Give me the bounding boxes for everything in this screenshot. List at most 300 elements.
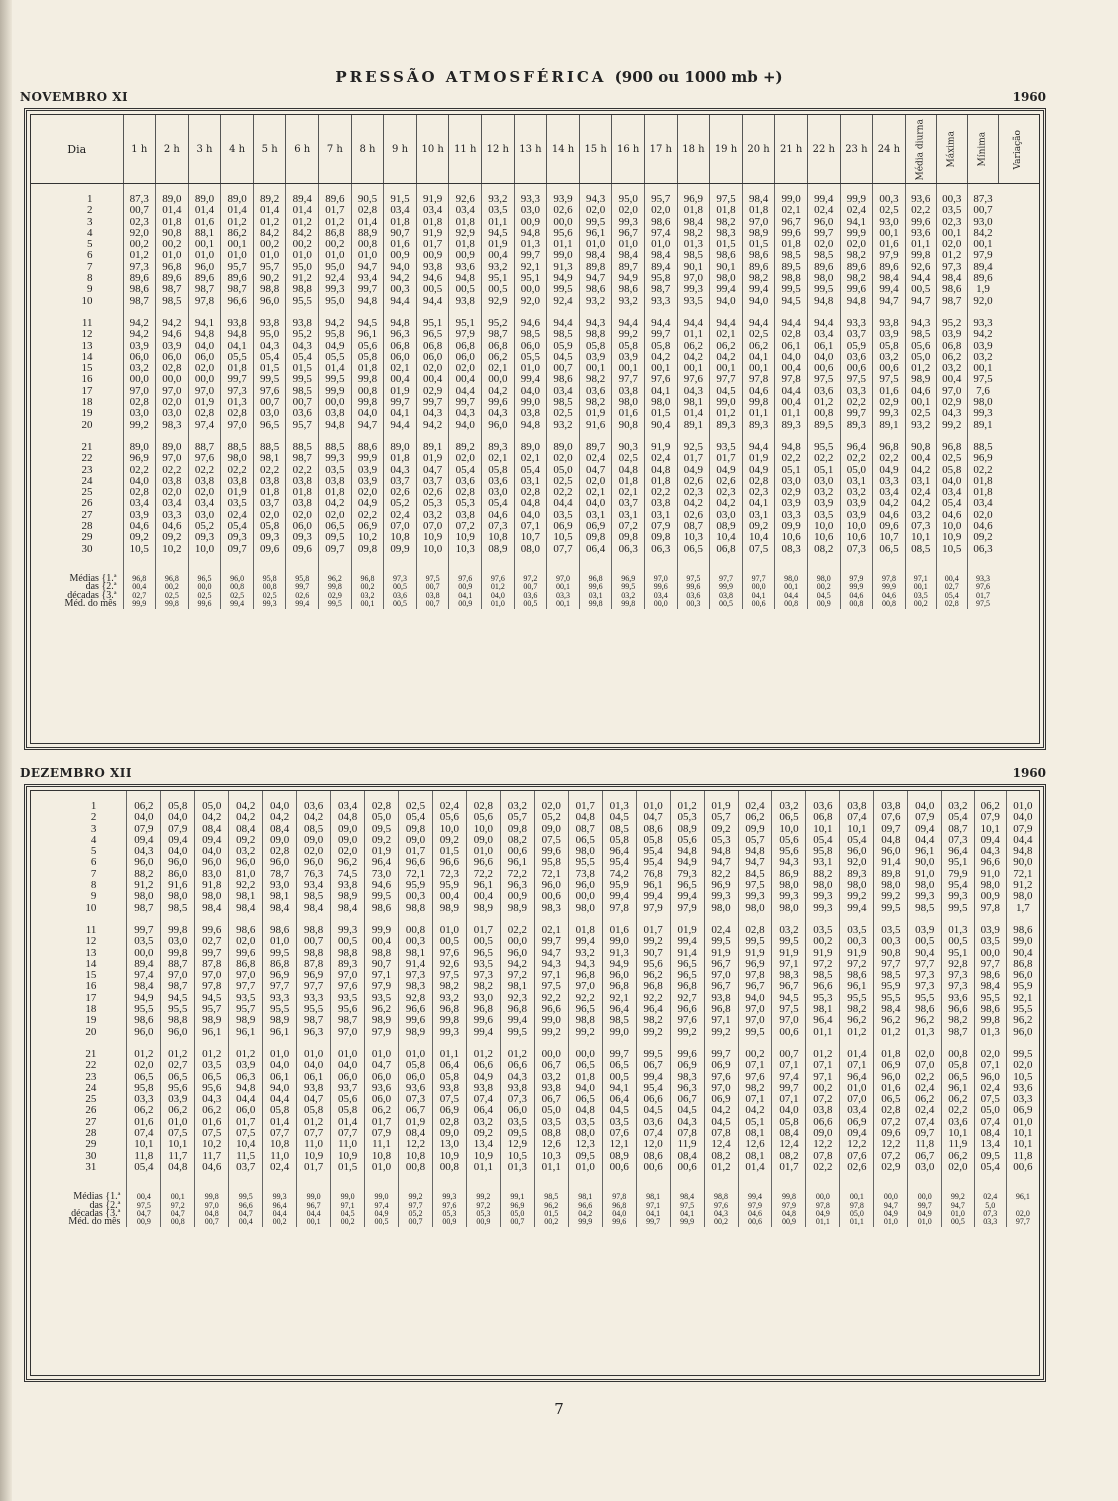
value-cell: 99,5: [738, 1027, 772, 1038]
summary-cell: 97,8: [602, 1193, 636, 1201]
value-cell: 00,5: [908, 936, 942, 947]
value-cell: 95,4: [636, 1083, 670, 1094]
value-cell: 99,7: [195, 948, 229, 959]
value-cell: 98,7: [161, 981, 195, 992]
value-cell: 98,2: [710, 217, 743, 228]
day-cell: 13: [31, 341, 123, 352]
value-cell: 09,2: [704, 824, 738, 835]
value-cell: 99,2: [704, 1027, 738, 1038]
value-cell: 96,9: [677, 194, 710, 205]
value-cell: 97,1: [704, 1015, 738, 1026]
value-cell: 02,0: [297, 846, 331, 857]
value-cell: 92,1: [514, 262, 547, 273]
value-cell: 98,6: [908, 1004, 942, 1015]
value-cell: 99,0: [602, 1027, 636, 1038]
value-cell: 98,1: [263, 891, 297, 902]
value-cell: 01,9: [384, 386, 417, 397]
value-cell: 04,3: [500, 1072, 534, 1083]
value-cell: 95,2: [286, 329, 319, 340]
value-cell: 07,1: [806, 1060, 840, 1071]
value-cell: 00,0: [568, 891, 602, 902]
value-cell: 07,4: [974, 1117, 1006, 1128]
value-cell: 98,4: [677, 217, 710, 228]
value-cell: 95,8: [127, 1083, 161, 1094]
value-cell: 94,8: [514, 228, 547, 239]
value-cell: 95,7: [221, 262, 254, 273]
summary-cell: 02,9: [319, 592, 352, 600]
value-cell: 03,9: [612, 352, 645, 363]
value-cell: 01,9: [365, 846, 399, 857]
value-cell: 98,9: [331, 891, 365, 902]
value-cell: 01,4: [319, 363, 352, 374]
table-row: [31, 205, 1039, 216]
value-cell: 09,2: [432, 835, 466, 846]
value-cell: 93,2: [482, 194, 515, 205]
value-cell: 06,2: [742, 341, 775, 352]
value-cell: 01,0: [286, 250, 319, 261]
value-cell: 90,5: [351, 194, 384, 205]
value-cell: 96,6: [221, 296, 254, 307]
value-cell: 99,2: [534, 1027, 568, 1038]
value-cell: 09,8: [612, 532, 645, 543]
value-cell: 10,5: [500, 1151, 534, 1162]
summary-cell: 97,5: [976, 599, 990, 609]
value-cell: 98,9: [742, 228, 775, 239]
value-cell: 98,4: [229, 903, 263, 914]
value-cell: 93,8: [286, 318, 319, 329]
value-cell: 10,9: [331, 1151, 365, 1162]
value-cell: 02,1: [514, 453, 547, 464]
value-cell: 13,4: [466, 1139, 500, 1150]
value-cell: 05,4: [449, 465, 482, 476]
summary-cell: 99,9: [123, 600, 156, 608]
value-cell: 08,4: [229, 824, 263, 835]
value-cell: 08,4: [670, 1151, 704, 1162]
value-cell: 96,6: [399, 1004, 433, 1015]
value-cell: 05,0: [547, 465, 580, 476]
summary-cell: 04,8: [195, 1210, 229, 1218]
summary-cell: 02,0: [1015, 1209, 1030, 1219]
value-cell: 07,9: [974, 812, 1006, 823]
value-cell: 02,1: [579, 487, 612, 498]
value-cell: 04,2: [710, 352, 743, 363]
day-cell: 12: [31, 329, 123, 340]
value-cell: 99,3: [772, 891, 806, 902]
value-cell: 98,6: [612, 284, 645, 295]
value-cell: 99,6: [229, 948, 263, 959]
value-cell: 05,0: [974, 1105, 1006, 1116]
value-cell: 98,5: [677, 250, 710, 261]
value-cell: 06,8: [936, 341, 967, 352]
value-cell: 11,8: [127, 1151, 161, 1162]
value-cell: 93,8: [449, 296, 482, 307]
summary-cell: 02,5: [221, 592, 254, 600]
value-cell: 93,6: [449, 262, 482, 273]
value-cell: 04,4: [449, 386, 482, 397]
value-cell: 88,2: [127, 869, 161, 880]
value-cell: 94,7: [579, 273, 612, 284]
value-cell: 94,2: [500, 959, 534, 970]
value-cell: 00,7: [297, 936, 331, 947]
value-cell: 04,0: [297, 1060, 331, 1071]
value-cell: 99,6: [840, 284, 873, 295]
value-cell: 98,0: [645, 397, 678, 408]
summary-cell: 03,4: [645, 592, 678, 600]
value-cell: 93,8: [432, 1083, 466, 1094]
value-cell: 98,0: [704, 903, 738, 914]
value-cell: 96,4: [602, 846, 636, 857]
value-cell: 01,8: [351, 363, 384, 374]
value-cell: 96,2: [840, 1015, 874, 1026]
value-cell: 98,0: [738, 903, 772, 914]
value-cell: 00,0: [534, 1049, 568, 1060]
value-cell: 01,0: [297, 1049, 331, 1060]
value-cell: 01,4: [331, 1117, 365, 1128]
value-cell: 04,9: [466, 1072, 500, 1083]
value-cell: 94,6: [365, 880, 399, 891]
value-cell: 04,6: [123, 521, 156, 532]
value-cell: 96,0: [500, 948, 534, 959]
value-cell: 00,6: [1013, 1160, 1033, 1173]
value-cell: 01,6: [195, 1117, 229, 1128]
value-cell: 98,3: [399, 981, 433, 992]
value-cell: 02,0: [840, 239, 873, 250]
value-cell: 98,9: [500, 903, 534, 914]
value-cell: 07,4: [127, 1128, 161, 1139]
value-cell: 96,5: [466, 948, 500, 959]
summary-cell: 00,1: [905, 583, 936, 591]
value-cell: 03,8: [253, 476, 286, 487]
value-cell: 95,4: [636, 846, 670, 857]
table-row: [31, 420, 1039, 431]
value-cell: 01,7: [229, 1117, 263, 1128]
value-cell: 06,3: [229, 1072, 263, 1083]
value-cell: 95,8: [806, 846, 840, 857]
value-cell: 02,4: [905, 487, 936, 498]
value-cell: 98,6: [974, 1004, 1006, 1015]
value-cell: 02,8: [351, 205, 384, 216]
column-header: 16 h: [612, 115, 645, 184]
summary-cell: 97,8: [806, 1202, 840, 1210]
value-cell: 90,7: [636, 948, 670, 959]
value-cell: 76,3: [297, 869, 331, 880]
value-cell: 00,3: [936, 194, 967, 205]
value-cell: 95,6: [772, 846, 806, 857]
value-cell: 01,2: [704, 1162, 738, 1173]
value-cell: 93,5: [331, 993, 365, 1004]
value-cell: 99,8: [905, 250, 936, 261]
summary-cell: 99,8: [319, 583, 352, 591]
value-cell: 08,4: [772, 1128, 806, 1139]
value-cell: 00,1: [873, 228, 906, 239]
november-pressure-table: [31, 115, 1039, 609]
day-cell: 24: [31, 476, 123, 487]
value-cell: 02,1: [775, 205, 808, 216]
value-cell: 97,5: [973, 373, 993, 386]
value-cell: 01,2: [500, 1049, 534, 1060]
value-cell: 06,8: [384, 341, 417, 352]
value-cell: 05,8: [602, 835, 636, 846]
column-header: Variação: [998, 115, 1039, 184]
value-cell: 96,4: [365, 857, 399, 868]
summary-cell: 99,8: [156, 600, 189, 608]
summary-cell: 03,6: [677, 592, 710, 600]
value-cell: 92,1: [1013, 991, 1033, 1004]
value-cell: 04,7: [636, 812, 670, 823]
value-cell: 88,5: [973, 440, 993, 453]
value-cell: 02,0: [229, 936, 263, 947]
value-cell: 07,7: [547, 544, 580, 555]
value-cell: 96,1: [195, 1027, 229, 1038]
column-header: 18 h: [677, 115, 710, 184]
value-cell: 94,6: [416, 273, 449, 284]
value-cell: 02,0: [612, 205, 645, 216]
value-cell: 99,0: [514, 397, 547, 408]
value-cell: 03,2: [936, 363, 967, 374]
value-cell: 94,2: [156, 318, 189, 329]
value-cell: 96,0: [195, 857, 229, 868]
value-cell: 96,2: [908, 1015, 942, 1026]
summary-cell: 00,7: [514, 583, 547, 591]
value-cell: 93,3: [973, 316, 993, 329]
value-cell: 05,4: [253, 352, 286, 363]
day-cell: 11: [31, 925, 127, 936]
summary-cell: 99,5: [319, 600, 352, 608]
value-cell: 99,0: [547, 250, 580, 261]
value-cell: 06,2: [974, 801, 1006, 812]
value-cell: 97,9: [873, 250, 906, 261]
value-cell: 06,2: [482, 352, 515, 363]
value-cell: 94,4: [547, 318, 580, 329]
value-cell: 07,3: [942, 835, 974, 846]
value-cell: 96,3: [384, 329, 417, 340]
value-cell: 94,0: [742, 296, 775, 307]
value-cell: 07,6: [874, 812, 908, 823]
value-cell: 08,4: [974, 1128, 1006, 1139]
value-cell: 02,0: [156, 487, 189, 498]
value-cell: 03,8: [319, 476, 352, 487]
value-cell: 06,5: [874, 1094, 908, 1105]
value-cell: 05,8: [432, 1072, 466, 1083]
summary-cell: 03,6: [384, 592, 417, 600]
value-cell: 02,4: [807, 205, 840, 216]
value-cell: 00,7: [286, 397, 319, 408]
value-cell: 06,0: [365, 1094, 399, 1105]
summary-cell: 99,8: [195, 1193, 229, 1201]
value-cell: 08,9: [482, 544, 515, 555]
november-table-frame: [24, 108, 1046, 750]
value-cell: 97,0: [156, 386, 189, 397]
value-cell: 04,2: [677, 498, 710, 509]
value-cell: 10,0: [416, 544, 449, 555]
value-cell: 07,3: [840, 544, 873, 555]
day-cell: 3: [31, 824, 127, 835]
summary-cell: 04,4: [297, 1210, 331, 1218]
value-cell: 99,9: [840, 194, 873, 205]
value-cell: 04,6: [973, 520, 993, 533]
value-cell: 00,9: [449, 250, 482, 261]
value-cell: 00,8: [351, 386, 384, 397]
value-cell: 89,4: [127, 959, 161, 970]
value-cell: 97,9: [365, 981, 399, 992]
value-cell: 06,8: [710, 544, 743, 555]
value-cell: 06,0: [286, 521, 319, 532]
value-cell: 89,1: [873, 420, 906, 431]
day-cell: 31: [31, 1162, 127, 1173]
summary-cell: 04,7: [127, 1210, 161, 1218]
value-cell: 05,3: [416, 498, 449, 509]
value-cell: 99,0: [534, 1015, 568, 1026]
value-cell: 00,7: [973, 204, 993, 217]
value-cell: 03,3: [873, 476, 906, 487]
value-cell: 00,4: [936, 374, 967, 385]
spacer-row: [31, 1173, 1039, 1193]
value-cell: 02,2: [905, 205, 936, 216]
value-cell: 05,3: [704, 835, 738, 846]
value-cell: 95,5: [127, 1004, 161, 1015]
value-cell: 05,4: [840, 835, 874, 846]
value-cell: 02,8: [466, 801, 500, 812]
value-cell: 90,3: [612, 442, 645, 453]
summary-cell: 02,5: [253, 592, 286, 600]
value-cell: 92,2: [229, 880, 263, 891]
value-cell: 03,8: [188, 476, 221, 487]
value-cell: 94,4: [384, 420, 417, 431]
value-cell: 01,2: [936, 250, 967, 261]
value-cell: 98,0: [195, 891, 229, 902]
value-cell: 02,8: [221, 408, 254, 419]
summary-cell: 01,0: [482, 600, 515, 608]
value-cell: 05,4: [221, 521, 254, 532]
value-cell: 93,0: [973, 215, 993, 228]
value-cell: 01,3: [942, 925, 974, 936]
column-header: 6 h: [286, 115, 319, 184]
summary-cell: 97,4: [365, 1202, 399, 1210]
value-cell: 94,5: [775, 296, 808, 307]
summary-cell: 00,0: [874, 1193, 908, 1201]
summary-label: Méd. do mês: [31, 600, 123, 608]
value-cell: 98,0: [807, 273, 840, 284]
value-cell: 95,1: [449, 318, 482, 329]
value-cell: 96,7: [704, 981, 738, 992]
value-cell: 99,4: [710, 284, 743, 295]
value-cell: 06,7: [670, 1094, 704, 1105]
value-cell: 97,0: [331, 1027, 365, 1038]
summary-cell: 96,8: [602, 1202, 636, 1210]
value-cell: 97,9: [636, 903, 670, 914]
summary-cell: 99,8: [772, 1193, 806, 1201]
value-cell: 99,6: [195, 925, 229, 936]
value-cell: 10,8: [365, 1151, 399, 1162]
value-cell: 96,0: [127, 857, 161, 868]
summary-cell: 96,8: [123, 575, 156, 583]
value-cell: 02,5: [873, 205, 906, 216]
value-cell: 03,8: [156, 476, 189, 487]
value-cell: 09,4: [974, 835, 1006, 846]
value-cell: 91,8: [195, 880, 229, 891]
value-cell: 01,8: [319, 487, 352, 498]
value-cell: 89,0: [156, 194, 189, 205]
value-cell: 10,4: [742, 532, 775, 543]
table-row: [31, 1139, 1039, 1150]
value-cell: 10,8: [384, 532, 417, 543]
value-cell: 97,0: [772, 1015, 806, 1026]
value-cell: 99,5: [807, 284, 840, 295]
value-cell: 98,9: [905, 374, 936, 385]
summary-cell: 00,9: [466, 1218, 500, 1226]
value-cell: 95,0: [612, 194, 645, 205]
value-cell: 04,0: [1013, 811, 1033, 824]
column-header: Dia: [31, 115, 123, 184]
value-cell: 94,3: [568, 959, 602, 970]
value-cell: 96,7: [704, 959, 738, 970]
value-cell: 02,5: [936, 453, 967, 464]
value-cell: 00,0: [156, 374, 189, 385]
value-cell: 98,3: [670, 1072, 704, 1083]
value-cell: 74,2: [602, 869, 636, 880]
value-cell: 03,2: [772, 925, 806, 936]
summary-cell: 00,1: [547, 600, 580, 608]
value-cell: 01,0: [161, 1117, 195, 1128]
value-cell: 93,3: [840, 318, 873, 329]
value-cell: 99,3: [873, 408, 906, 419]
value-cell: 95,4: [602, 857, 636, 868]
value-cell: 99,8: [351, 397, 384, 408]
value-cell: 01,5: [710, 239, 743, 250]
value-cell: 01,0: [319, 250, 352, 261]
value-cell: 02,2: [973, 463, 993, 476]
value-cell: 96,5: [670, 959, 704, 970]
value-cell: 97,2: [806, 959, 840, 970]
value-cell: 02,4: [738, 801, 772, 812]
value-cell: 02,9: [873, 397, 906, 408]
day-cell: 10: [31, 903, 127, 914]
value-cell: 00,1: [710, 363, 743, 374]
summary-row: [31, 600, 1039, 608]
value-cell: 01,8: [156, 217, 189, 228]
value-cell: 00,6: [534, 891, 568, 902]
value-cell: 03,2: [500, 801, 534, 812]
value-cell: 02,4: [974, 1083, 1006, 1094]
value-cell: 98,1: [500, 981, 534, 992]
value-cell: 93,6: [905, 194, 936, 205]
value-cell: 12,2: [806, 1139, 840, 1150]
value-cell: 03,3: [127, 1094, 161, 1105]
value-cell: 98,7: [123, 296, 156, 307]
value-cell: 01,0: [221, 250, 254, 261]
value-cell: 98,0: [974, 880, 1006, 891]
column-header: 1 h: [123, 115, 156, 184]
summary-cell: 97,6: [482, 575, 515, 583]
value-cell: 00,9: [416, 250, 449, 261]
value-cell: 05,6: [670, 835, 704, 846]
value-cell: 99,4: [466, 1027, 500, 1038]
value-cell: 99,4: [840, 903, 874, 914]
day-cell: 29: [31, 1139, 127, 1150]
value-cell: 00,4: [365, 936, 399, 947]
value-cell: 03,1: [645, 510, 678, 521]
value-cell: 03,7: [384, 476, 417, 487]
value-cell: 01,2: [297, 1117, 331, 1128]
value-cell: 03,4: [156, 498, 189, 509]
value-cell: 98,7: [127, 903, 161, 914]
value-cell: 01,8: [384, 217, 417, 228]
november-year-label: 1960: [1012, 90, 1046, 104]
value-cell: 07,0: [416, 521, 449, 532]
value-cell: 01,2: [161, 1049, 195, 1060]
value-cell: 08,4: [399, 1128, 433, 1139]
value-cell: 89,1: [677, 420, 710, 431]
